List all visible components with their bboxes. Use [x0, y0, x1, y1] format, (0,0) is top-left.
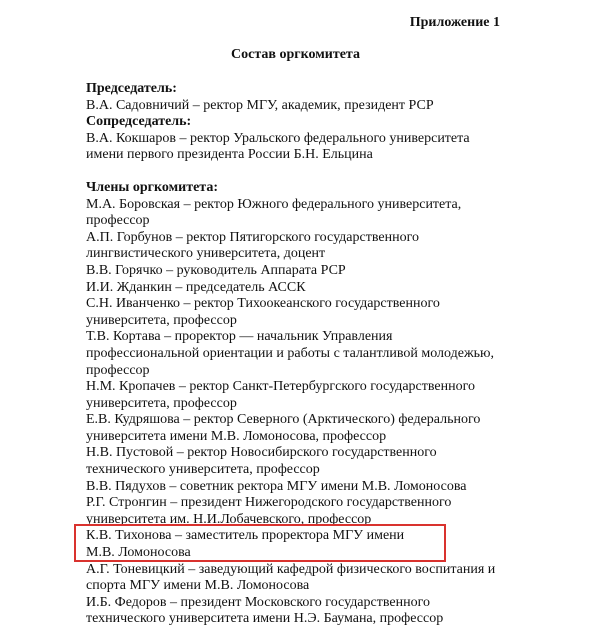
member-entry	[86, 445, 556, 478]
member-entry	[86, 329, 556, 379]
member-line: И.И. Жданкин – председатель АССК	[86, 279, 306, 295]
member-line: профессор	[86, 362, 150, 378]
member-entry	[86, 230, 556, 263]
member-entry	[86, 595, 556, 628]
co-chair-heading: Сопредседатель:	[86, 114, 192, 130]
member-line: С.Н. Иванченко – ректор Тихоокеанского государственного	[86, 296, 440, 312]
member-entry	[86, 280, 556, 297]
member-line: технического университета, профессор	[86, 462, 320, 478]
member-line: В.В. Пядухов – советник ректора МГУ имени М.В. Ломоносова	[86, 478, 467, 494]
member-line: А.П. Горбунов – ректор Пятигорского государственного	[86, 229, 419, 245]
member-line: Н.В. Пустовой – ректор Новосибирского государственного	[86, 445, 437, 461]
member-line: университета, профессор	[86, 395, 237, 411]
co-chair-line: имени первого президента России Б.Н. Ельцина	[86, 147, 373, 163]
co-chair-line: В.А. Кокшаров – ректор Уральского федерального университета	[86, 130, 470, 146]
member-line: Е.В. Кудряшова – ректор Северного (Арктического) федерального	[86, 412, 481, 428]
member-entry	[86, 495, 556, 528]
member-entry	[86, 412, 556, 445]
member-entry	[86, 562, 556, 595]
member-entry	[86, 197, 556, 230]
member-line: М.В. Ломоносова	[86, 545, 191, 561]
member-line: И.Б. Федоров – президент Московского государственного	[86, 594, 430, 610]
member-line: профессиональной ориентации и работы с талантливой молодежью,	[86, 345, 494, 361]
member-line: университета им. Н.И.Лобачевского, профессор	[86, 511, 372, 527]
member-line: университета имени М.В. Ломоносова, профессор	[86, 428, 387, 444]
section-gap	[86, 164, 556, 180]
document-title: Состав оргкомитета	[231, 47, 360, 62]
member-line: К.В. Тихонова – заместитель проректора МГУ имени	[86, 528, 405, 544]
chair-entry	[86, 98, 556, 115]
member-entry	[86, 379, 556, 412]
member-line: лингвистического университета, доцент	[86, 246, 326, 262]
members-list	[86, 197, 556, 628]
member-line: Н.М. Кропачев – ректор Санкт-Петербургского государственного	[86, 379, 475, 395]
member-line: М.А. Боровская – ректор Южного федерального университета,	[86, 196, 462, 212]
member-line: технического университета имени Н.Э. Баумана, профессор	[86, 611, 444, 627]
member-line: Т.В. Кортава – проректор — начальник Управления	[86, 329, 393, 345]
member-entry	[86, 296, 556, 329]
member-entry-highlighted	[86, 528, 556, 561]
member-line: В.В. Горячко – руководитель Аппарата РСР	[86, 262, 346, 278]
co-chair-entry	[86, 131, 556, 164]
appendix-label: Приложение 1	[409, 15, 500, 30]
members-heading: Члены оргкомитета:	[86, 179, 219, 195]
member-entry	[86, 263, 556, 280]
member-line: профессор	[86, 213, 150, 229]
member-line: А.Г. Тоневицкий – заведующий кафедрой физического воспитания и	[86, 561, 496, 577]
chair-heading: Председатель:	[86, 81, 177, 96]
member-line: университета, профессор	[86, 312, 237, 328]
chair-line: В.А. Садовничий – ректор МГУ, академик, президент РСР	[86, 97, 434, 113]
member-entry	[86, 479, 556, 496]
committee-list	[86, 81, 556, 628]
member-line: спорта МГУ имени М.В. Ломоносова	[86, 578, 310, 594]
member-line: Р.Г. Стронгин – президент Нижегородского государственного	[86, 495, 452, 511]
